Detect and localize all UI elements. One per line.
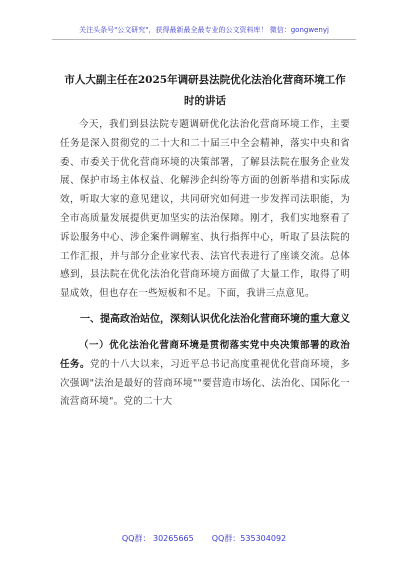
subsection-heading: （一）优化法治化营商环境是贯彻落实党中央决策部署的政治任务。	[60, 339, 350, 370]
page-header: 关注头条号"公文研究"，获得最新最全最专业的公文资料库！ 微信：gongwenyj	[79, 26, 329, 34]
subsection-paragraph	[60, 337, 350, 412]
header-divider	[52, 39, 356, 40]
footer-qq-group-1: QQ群： 30265665	[121, 534, 194, 543]
page-footer	[0, 533, 408, 544]
document-title: 市人大副主任在2025年调研县法院优化法治化营商环境工作时的讲话	[64, 74, 346, 107]
document-body	[60, 116, 350, 412]
footer-qq-group-2: QQ群：535304092	[211, 534, 287, 543]
body-paragraph: 今天，我们到县法院专题调研优化法治化营商环境工作，主要任务是深入贯彻党的二十大和二十届三中全会精神，落实中央和省委、市委关于优化营商环境的决策部署，了解县法院在服务企业发展、保护市场主体权益、化解涉企纠纷等方面的创新举措和实际成效，听取大家的意见建议，共同研究如何进一步发挥司法职能，为全市高质量发展提供更加坚实的法治保障。刚才，我们实地察看了诉讼服务中心、涉企案件调解室、执行指挥中心，听取了县法院的工作汇报，并与部分企业家代表、法官代表进行了座谈交流。总体感到，县法院在优化法治化营商环境方面做了大量工作，取得了明显成效，但也存在一些短板和不足。下面，我讲三点意见。	[60, 119, 350, 300]
subsection-text: 党的十八大以来，习近平总书记高度重视优化营商环境，多次强调"法治是最好的营商环境""要营造市场化、法治化、国际化一流营商环境"。党的二十大	[60, 358, 350, 408]
section-heading: 一、提高政治站位，深刻认识优化法治化营商环境的重大意义	[80, 313, 350, 325]
